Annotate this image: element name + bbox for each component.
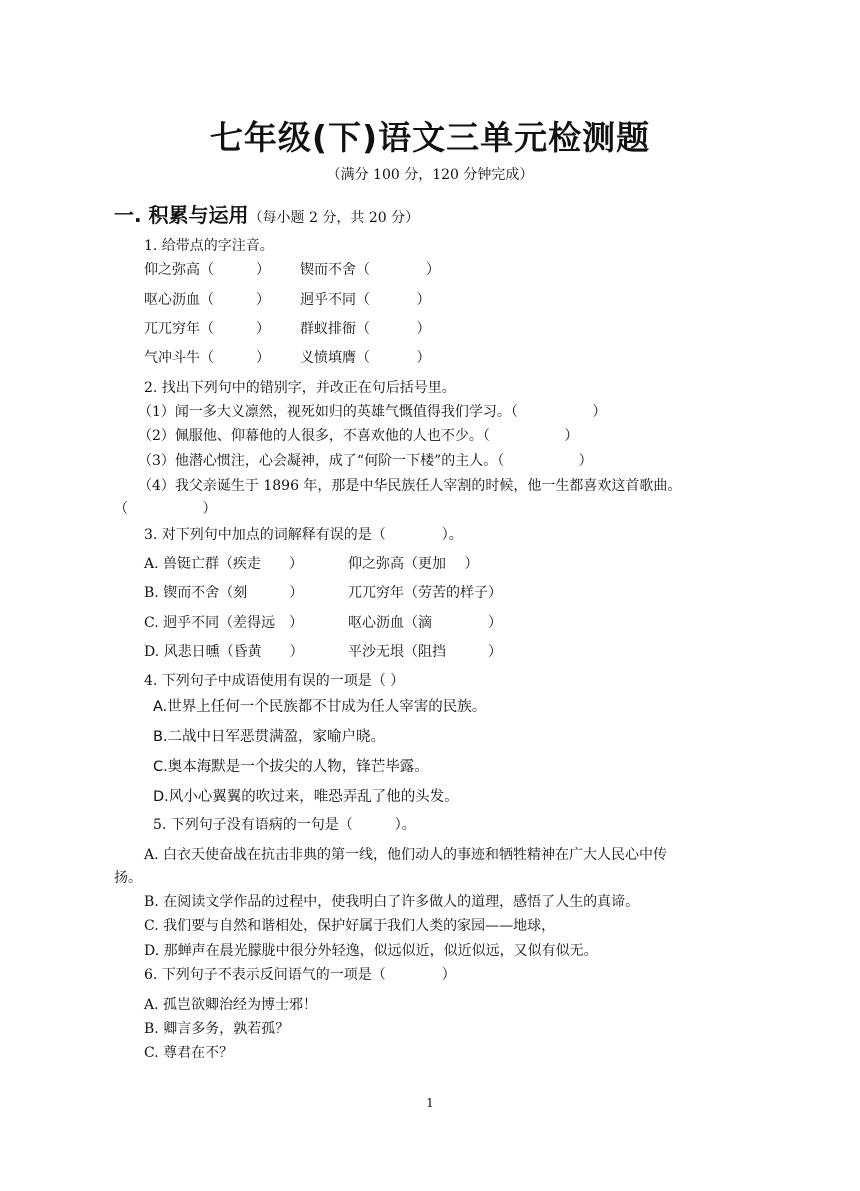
q2-item: （4）我父亲诞生于 1896 年，那是中华民族任人宰割的时候，他一生都喜欢这首歌曲。 [138,478,682,494]
q3-option: B. 锲而不舍（刻 ） [144,585,304,601]
q1-item: 呕心沥血（ ） [144,292,270,308]
q1-item: 气冲斗牛（ ） [144,350,270,366]
q2-item: （3）他潜心惯注，心会凝神，成了“何阶一下楼”的主人。（ ） [138,453,593,469]
q6-option: B. 卿言多务，孰若孤？ [144,1021,290,1037]
page-number: 1 [426,1096,434,1110]
q3-option: 呕心沥血（滴 ） [348,615,502,631]
q1-item: 迥乎不同（ ） [300,292,431,308]
q4-option: B.二战中日军恶贯满盈，家喻户晓。 [153,729,386,745]
section-heading [114,199,419,228]
q4-option: D.风小心翼翼的吹过来，唯恐弄乱了他的头发。 [153,789,459,805]
q5-option: D. 那蝉声在晨光朦胧中很分外轻逸，似远似近，似近似远，又似有似无。 [144,943,598,959]
q5-option: C. 我们要与自然和谐相处，保护好属于我们人类的家园——地球， [144,918,556,934]
q1-item: 兀兀穷年（ ） [144,321,270,337]
section-score-note: （每小题 2 分，共 20 分） [248,210,420,226]
question-1-stem: 1. 给带点的字注音。 [144,238,274,254]
q4-option: C.奥本海默是一个拔尖的人物，锋芒毕露。 [153,759,429,775]
q4-option: A.世界上任何一个民族都不甘成为任人宰害的民族。 [153,699,487,715]
q2-item: （ ） [114,501,217,517]
question-4-stem: 4. 下列句子中成语使用有误的一项是（ ） [144,673,405,689]
subtitle: （满分 100 分，120 分钟完成） [326,167,534,183]
q3-option: 兀兀穷年（劳苦的样子） [348,585,502,601]
question-3-stem: 3. 对下列句中加点的词解释有误的是（ ）。 [144,527,463,543]
q3-option: D. 风悲日曛（昏黄 ） [144,644,304,660]
question-5-stem: 5. 下列句子没有语病的一句是（ ）。 [153,817,416,833]
q3-option: C. 迥乎不同（差得远 ） [144,615,304,631]
q5-option: B. 在阅读文学作品的过程中，使我明白了许多做人的道理，感悟了人生的真谛。 [144,894,640,910]
q5-option: 扬。 [114,870,142,886]
q3-option: A. 兽铤亡群（疾走 ） [144,556,304,572]
q1-item: 义愤填膺（ ） [300,350,431,366]
q2-item: （2）佩服他、仰幕他的人很多，不喜欢他的人也不少。（ ） [138,428,579,444]
q1-item: 群蚁排衙（ ） [300,321,431,337]
section-title: 一. 积累与运用 [114,203,249,227]
q2-item: （1）闻一多大义凛然，视死如归的英雄气慨值得我们学习。（ ） [138,404,607,420]
question-6-stem: 6. 下列句子不表示反问语气的一项是（ ） [144,967,456,983]
question-2-stem: 2. 找出下列句中的错别字，并改正在句后括号里。 [144,380,456,396]
page-title: 七年级(下)语文三单元检测题 [209,118,651,157]
q3-option: 仰之弥高（更加 ） [348,556,479,572]
q6-option: C. 尊君在不？ [144,1045,234,1061]
q6-option: A. 孤岂欲卿治经为博士邪！ [144,997,318,1013]
q1-item: 锲而不舍（ ） [300,262,440,278]
q5-option: A. 白衣天使奋战在抗击非典的第一线，他们动人的事迹和牺牲精神在广大人民心中传 [144,847,668,863]
q1-item: 仰之弥高（ ） [144,262,270,278]
q3-option: 平沙无垠（阻挡 ） [348,644,502,660]
